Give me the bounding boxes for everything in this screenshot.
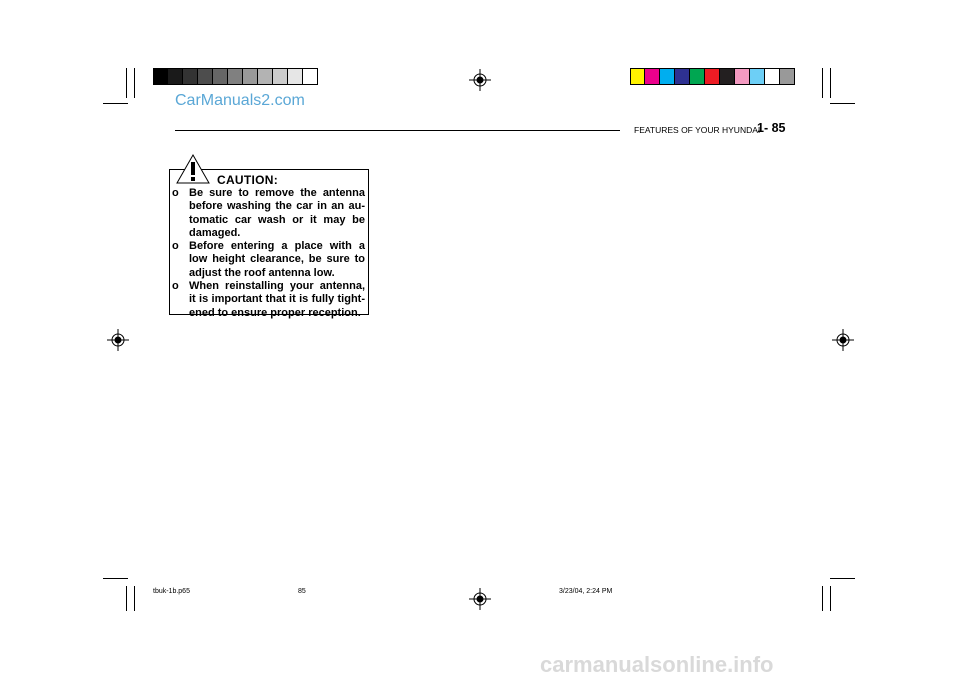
bullet: o [172,240,179,253]
color-swatch [735,69,750,84]
watermark-bottom[interactable]: carmanualsonline.info [540,652,774,677]
crop-mark [134,68,135,98]
caution-title: CAUTION: [217,173,279,187]
color-swatch [303,69,318,84]
color-calibration-bar [630,68,795,85]
color-swatch [630,69,645,84]
color-swatch [153,69,168,84]
color-swatch [273,69,288,84]
color-swatch [645,69,660,84]
crop-mark [830,103,855,104]
color-swatch [243,69,258,84]
registration-mark-icon [469,588,491,610]
crop-mark [822,586,823,611]
color-swatch [213,69,228,84]
color-swatch [675,69,690,84]
warning-triangle-icon [175,153,211,185]
color-swatch [228,69,243,84]
bullet: o [172,187,179,199]
crop-mark [822,68,823,98]
caution-item [172,187,365,240]
color-swatch [660,69,675,84]
crop-mark [830,586,831,611]
crop-mark [103,103,128,104]
footer-page: 85 [298,588,306,595]
color-swatch [720,69,735,84]
footer-timestamp: 3/23/04, 2:24 PM [559,588,613,595]
crop-mark [126,68,127,98]
crop-mark [830,68,831,98]
caution-item-text: When reinstalling your antenna, it is important that it is fully tight-ened to ensure proper reception. [189,280,365,319]
crop-mark [134,586,135,611]
footer-filename: tbuk-1b.p65 [153,588,190,595]
grayscale-calibration-bar [153,68,318,85]
crop-mark [126,586,127,611]
bullet: o [172,280,179,293]
color-swatch [288,69,303,84]
color-swatch [168,69,183,84]
caution-item [172,240,365,280]
registration-mark-icon [107,329,129,351]
color-swatch [258,69,273,84]
color-swatch [183,69,198,84]
section-title: FEATURES OF YOUR HYUNDAI [634,125,761,135]
crop-mark [103,578,128,579]
registration-mark-icon [469,69,491,91]
watermark-top[interactable]: CarManuals2.com [175,92,305,109]
caution-item-text: Be sure to remove the antenna before washing the car in an au-tomatic car wash or it may be damaged. [189,187,365,239]
page-number: 1- 85 [757,121,786,135]
color-swatch [765,69,780,84]
color-swatch [780,69,795,84]
color-swatch [750,69,765,84]
color-swatch [198,69,213,84]
caution-list [172,187,365,320]
header-rule [175,130,620,131]
crop-mark [830,578,855,579]
color-swatch [705,69,720,84]
color-swatch [690,69,705,84]
registration-mark-icon [832,329,854,351]
caution-item-text: Before entering a place with a low height clearance, be sure to adjust the roof antenna low. [189,240,365,279]
caution-item [172,280,365,320]
